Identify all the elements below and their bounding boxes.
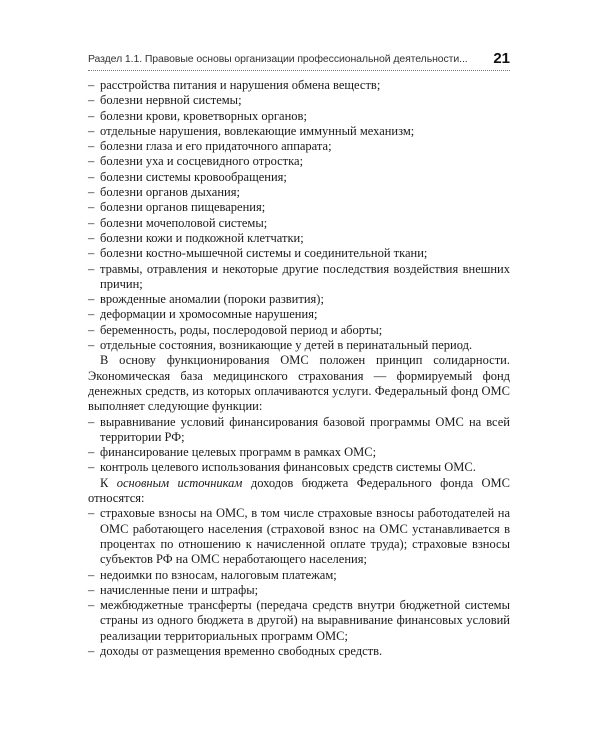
page-number: 21 [493,50,510,67]
list-item: – болезни системы кровообращения; [88,170,510,185]
list-item: – беременность, роды, послеродовой период и аборты; [88,323,510,338]
sources-suffix: доходов бюджета Федерального фонда ОМС относятся: [88,475,511,506]
list-item: – болезни уха и сосцевидного отростка; [88,154,510,169]
page-body [88,78,510,659]
list-item: – недоимки по взносам, налоговым платежам; [88,568,510,583]
header-title: Раздел 1.1. Правовые основы организации профессиональной деятельности... [88,53,468,65]
list-item: – выравнивание условий финансирования базовой программы ОМС на всей территории РФ; [88,415,510,446]
list-item: – межбюджетные трансферты (передача средств внутри бюджетной системы страны из одного бюджета в другой) на выравнивание финансовых условий реализации территориальных программ ОМС; [88,598,510,644]
list-item: – отдельные состояния, возникающие у детей в перинатальный период. [88,338,510,353]
list-item: – деформации и хромосомные нарушения; [88,307,510,322]
list-item: – болезни мочеполовой системы; [88,216,510,231]
running-header [88,44,510,71]
paragraph-sources [88,476,510,507]
list-item: – страховые взносы на ОМС, в том числе страховые взносы работодателей на ОМС работающего населения (страховой взнос на ОМС устанавливается в процентах по отношению к начисленной оплате труда); страховые взносы субъектов РФ на ОМС неработающего населения; [88,506,510,567]
list-item: – болезни кожи и подкожной клетчатки; [88,231,510,246]
list-item: – болезни крови, кроветворных органов; [88,109,510,124]
sources-emphasis: основным источникам [116,475,243,490]
list-item: – болезни костно-мышечной системы и соединительной ткани; [88,246,510,261]
list-item: – болезни нервной системы; [88,93,510,108]
list-item: – отдельные нарушения, вовлекающие иммунный механизм; [88,124,510,139]
list-item: – болезни органов пищеварения; [88,200,510,215]
list-item: – финансирование целевых программ в рамках ОМС; [88,445,510,460]
sources-list [88,506,510,659]
list-item: – врожденные аномалии (пороки развития); [88,292,510,307]
sources-prefix: К [100,475,117,490]
list-item: – травмы, отравления и некоторые другие последствия воздействия внешних причин; [88,262,510,293]
list-item: – болезни глаза и его придаточного аппарата; [88,139,510,154]
diseases-list [88,78,510,353]
list-item: – начисленные пени и штрафы; [88,583,510,598]
list-item: – доходы от размещения временно свободных средств. [88,644,510,659]
list-item: – контроль целевого использования финансовых средств системы ОМС. [88,460,510,475]
paragraph-solidarity: В основу функционирования ОМС положен принцип солидарности. Экономическая база медицинского страхования — формируемый фонд денежных средств, из которых оплачиваются услуги. Федеральный фонд ОМС выполняет следующие функции: [88,353,510,414]
list-item: – расстройства питания и нарушения обмена веществ; [88,78,510,93]
list-item: – болезни органов дыхания; [88,185,510,200]
functions-list [88,415,510,476]
